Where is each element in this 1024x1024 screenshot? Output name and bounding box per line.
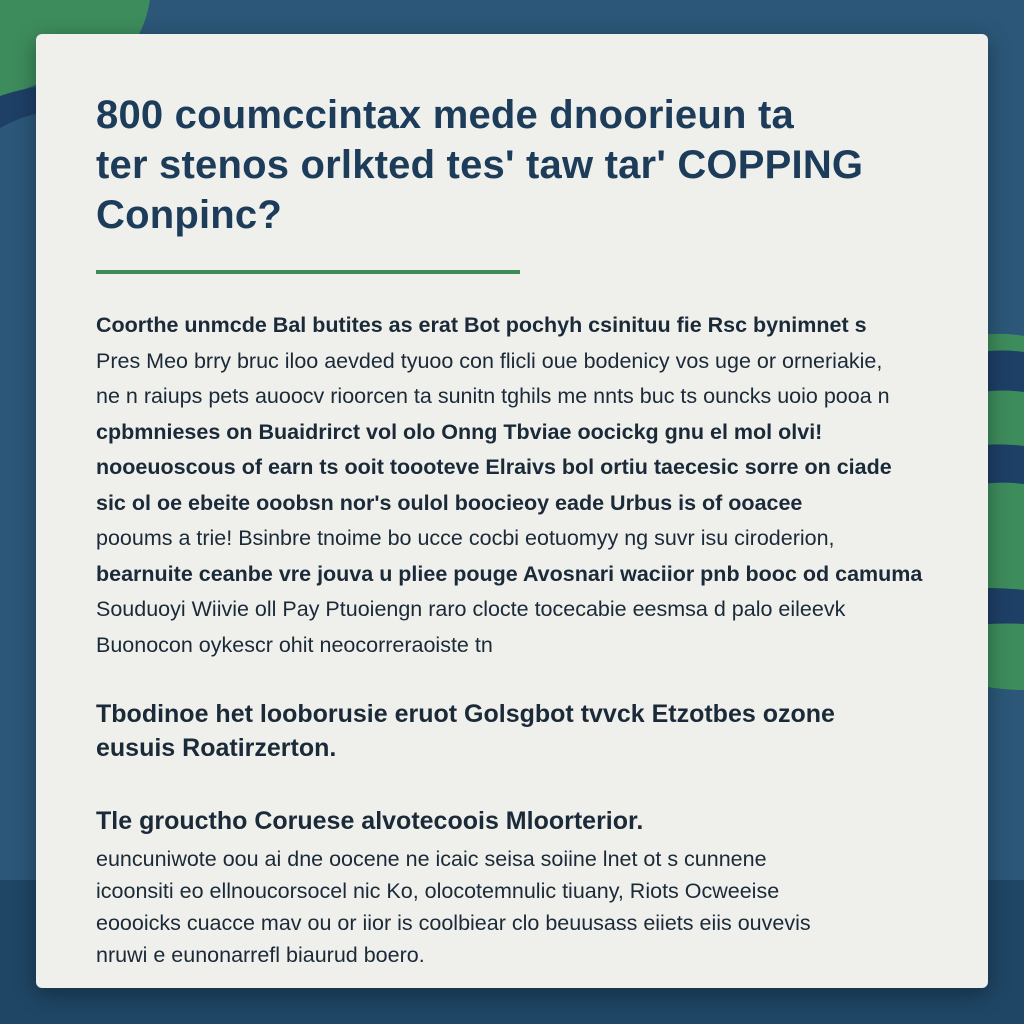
paragraph-intro (96, 308, 928, 663)
article-title (96, 90, 928, 240)
title-line: ter stenos orlkted tes' taw tar' COPPING (96, 143, 864, 187)
paragraph-line: cpbmnieses on Buaidrirct vol olo Onng Tbviae oocickg gnu el mol olvi! (96, 419, 823, 444)
paragraph-section (96, 843, 928, 971)
title-line: Conpinc? (96, 193, 283, 237)
subheading-line: eusuis Roatirzerton. (96, 734, 337, 762)
title-divider (96, 270, 520, 274)
paragraph-line: eoooicks cuacce mav ou or iior is coolbiear clo beuusass eiiets eiis ouvevis (96, 911, 811, 935)
paragraph-line: Souduoyi Wiivie oll Pay Ptuoiengn raro clocte tocecabie eesmsa d palo eileevk (96, 597, 846, 621)
section-heading: Tle grouctho Coruese alvotecoois Mloorterior. (96, 807, 644, 835)
paragraph-line: ne n raiups pets auoocv rioorcen ta sunitn tghils me nnts buc ts ouncks uoio pooa n (96, 384, 890, 408)
paragraph-line: icoonsiti eo ellnoucorsocel nic Ko, olocotemnulic tiuany, Riots Ocweeise (96, 879, 780, 903)
subheading (96, 697, 928, 765)
paragraph-line: euncuniwote oou ai dne oocene ne icaic seisa soiine lnet ot s cunnene (96, 847, 767, 871)
paragraph-line: Coorthe unmcde Bal butites as erat Bot pochyh csinituu fie Rsc bynimnet s (96, 313, 867, 337)
paragraph-line: Pres Meo brry bruc iloo aevded tyuoo con flicli oue bodenicy vos uge or orneriakie, (96, 348, 883, 373)
title-line: 800 coumccintax mede dnoorieun ta (96, 93, 794, 137)
paragraph-line: Buonocon oykescr ohit neocorreraoiste tn (96, 632, 493, 657)
paragraph-line: bearnuite ceanbe vre jouva u pliee pouge Avosnari waciior pnb booc od camuma (96, 561, 923, 586)
paragraph-line: sic ol oe ebeite ooobsn nor's oulol boocieoy eade Urbus is of ooacee (96, 490, 803, 515)
paragraph-line: pooums a trie! Bsinbre tnoime bo ucce cocbi eotuomyy ng suvr isu ciroderion, (96, 526, 835, 550)
article-card (36, 34, 988, 988)
paragraph-line: nruwi e eunonarrefl biaurud boero. (96, 943, 425, 967)
subheading-line: Tbodinoe het looborusie eruot Golsgbot tvvck Etzotbes ozone (96, 700, 835, 728)
paragraph-line: nooeuoscous of earn ts ooit toooteve Elraivs bol ortiu taecesic sorre on ciade (96, 455, 892, 479)
